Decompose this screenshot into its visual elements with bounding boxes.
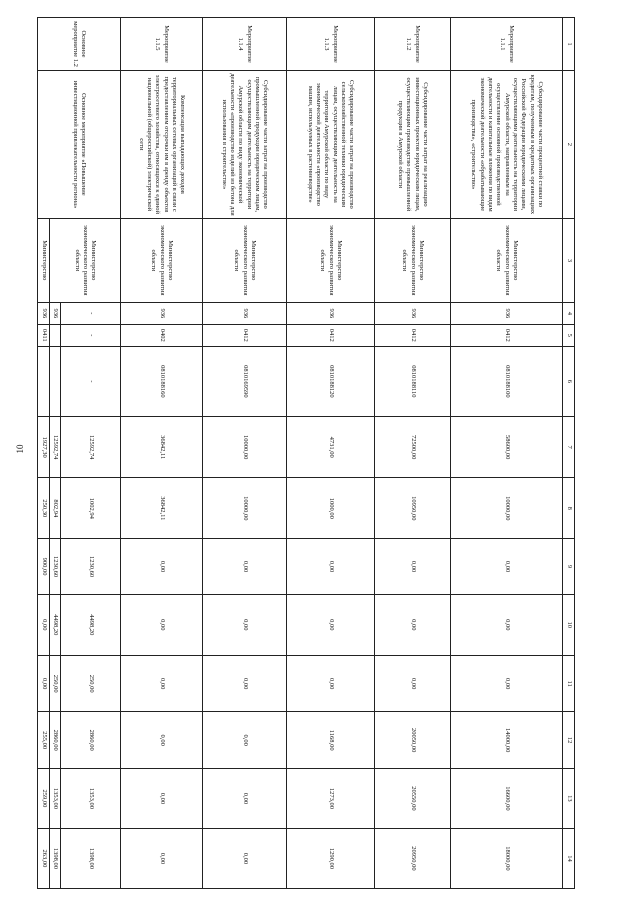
amount-total: 1927,30 (38, 417, 49, 478)
responsible-executor: Министерство экономического развития области (451, 218, 563, 302)
col-header: 9 (563, 539, 575, 594)
amount-cell: 0,00 (375, 539, 451, 594)
amount-cell: 0,00 (203, 594, 287, 655)
event-code: Мероприятие 1.1.4 (203, 18, 287, 71)
section-code (49, 324, 60, 346)
event-code: Мероприятие 1.1.2 (375, 18, 451, 71)
amount-cell: 0,00 (38, 594, 49, 655)
col-header: 2 (563, 71, 575, 219)
amount-cell: 1230,60 (49, 539, 60, 594)
event-code: Мероприятие 1.1.1 (451, 18, 563, 71)
section-code: 0412 (287, 324, 375, 346)
amount-cell: 10000,00 (451, 478, 563, 539)
grbs-code: 936 (375, 302, 451, 324)
amount-cell: 16600,00 (451, 768, 563, 828)
grbs-code: - (61, 302, 121, 324)
event-description: Основное мероприятие «Повышение инвестиционной привлекательности региона» (38, 71, 121, 219)
amount-cell: 1398,00 (61, 828, 121, 888)
target-article-code: 0810188110 (375, 346, 451, 416)
amount-cell: 1000,00 (287, 478, 375, 539)
section-code: 0412 (451, 324, 563, 346)
amount-cell: 18000,00 (451, 828, 563, 888)
amount-cell: 0,00 (375, 594, 451, 655)
event-code: Мероприятие 1.1.3 (287, 18, 375, 71)
amount-cell: 10000,00 (203, 478, 287, 539)
amount-cell: 20950,00 (375, 828, 451, 888)
amount-cell: 0,00 (451, 594, 563, 655)
amount-total: 36842,11 (121, 417, 203, 478)
budget-table (37, 17, 575, 889)
col-header: 1 (563, 18, 575, 71)
amount-cell: 20550,00 (375, 768, 451, 828)
target-article-code (49, 346, 60, 416)
amount-cell: 0,00 (203, 655, 287, 712)
responsible-executor: Министерство экономического развития области (121, 218, 203, 302)
amount-cell: 1230,60 (61, 539, 121, 594)
amount-cell: 2860,00 (61, 712, 121, 769)
grbs-code: 936 (451, 302, 563, 324)
amount-cell: 1353,00 (49, 768, 60, 828)
amount-cell: 0,00 (287, 655, 375, 712)
grbs-code: 936 (38, 302, 49, 324)
amount-cell: 1168,00 (287, 712, 375, 769)
table-row (375, 18, 451, 889)
table-row (451, 18, 563, 889)
main-event-row (61, 18, 121, 889)
amount-cell: 0,00 (451, 539, 563, 594)
grbs-code: 936 (121, 302, 203, 324)
amount-cell: 10950,00 (375, 478, 451, 539)
col-header: 6 (563, 346, 575, 416)
grbs-code: 936 (287, 302, 375, 324)
amount-cell: 255,00 (38, 712, 49, 769)
amount-cell: 0,00 (121, 768, 203, 828)
target-article-code: 0810188120 (287, 346, 375, 416)
event-description: Субсидирование части затрат на производство сельскохозяйственной техники юридическим лицам, осуществляющим деятельность на территории Амурской области по виду экономической деятельности «производство машин, используемых в растениеводстве» (287, 71, 375, 219)
amount-cell: 1002,94 (61, 478, 121, 539)
amount-total: 10000,00 (203, 417, 287, 478)
event-code: Мероприятие 1.1.5 (121, 18, 203, 71)
header-row (563, 18, 575, 889)
amount-cell: 0,00 (121, 539, 203, 594)
target-article-code: - (61, 346, 121, 416)
amount-cell: 36842,11 (121, 478, 203, 539)
target-article-code: 0810188100 (451, 346, 563, 416)
amount-cell: 0,00 (203, 768, 287, 828)
table-row (121, 18, 203, 889)
amount-total: 12592,74 (49, 417, 60, 478)
amount-cell: 0,00 (38, 655, 49, 712)
amount-cell: 20050,00 (375, 712, 451, 769)
col-header: 3 (563, 218, 575, 302)
event-code: Основное мероприятие 1.2 (38, 18, 121, 71)
amount-cell: 259,00 (38, 768, 49, 828)
amount-cell: 14000,00 (451, 712, 563, 769)
amount-total: 4731,00 (287, 417, 375, 478)
amount-cell: 0,00 (287, 594, 375, 655)
section-code: 0412 (203, 324, 287, 346)
grbs-code: 936 (49, 302, 60, 324)
section-code: 0411 (38, 324, 49, 346)
amount-cell: 263,00 (38, 828, 49, 888)
amount-cell: 250,00 (49, 655, 60, 712)
amount-cell: 0,00 (451, 655, 563, 712)
responsible-executor: Министерство экономического развития области (49, 218, 120, 302)
event-description: Субсидирование части затрат на производство промышленной продукции юридическим лицам, осуществляющим деятельность на территории Амурской области по виду экономической деятельности «производство изделий из бетона для использования в строительстве» (203, 71, 287, 219)
table-row (203, 18, 287, 889)
amount-cell: 0,00 (121, 655, 203, 712)
amount-cell: 0,00 (375, 655, 451, 712)
amount-cell: 0,00 (203, 828, 287, 888)
col-header: 13 (563, 768, 575, 828)
amount-cell: 0,00 (121, 712, 203, 769)
col-header: 5 (563, 324, 575, 346)
amount-cell: 250,00 (61, 655, 121, 712)
event-description: Компенсация выпадающих доходов территориальных сетевых организаций в связи с предоставлением отсрочки им в аренду объектов электросетевого хозяйства, относящихся к единой национальной (общероссийской) электрической сети (121, 71, 203, 219)
amount-cell: 0,00 (287, 539, 375, 594)
amount-cell: 802,94 (49, 478, 60, 539)
amount-cell: 0,00 (121, 594, 203, 655)
section-code: - (61, 324, 121, 346)
responsible-executor: Министерство (38, 218, 49, 302)
section-code: 0402 (121, 324, 203, 346)
amount-cell: 0,00 (121, 828, 203, 888)
target-article-code: 0810188160 (121, 346, 203, 416)
col-header: 4 (563, 302, 575, 324)
amount-cell: 4498,20 (49, 594, 60, 655)
target-article-code: 0810169590 (203, 346, 287, 416)
col-header: 8 (563, 478, 575, 539)
col-header: 7 (563, 417, 575, 478)
table-row (287, 18, 375, 889)
col-header: 11 (563, 655, 575, 712)
event-description: Субсидирование части затрат на реализацию инвестиционных проектов юридическим лицам, осуществляющим производство промышленной продукции в Амурской области (375, 71, 451, 219)
responsible-executor: Министерство экономического развития области (203, 218, 287, 302)
responsible-executor: Министерство экономического развития области (287, 218, 375, 302)
amount-cell: 900,00 (38, 539, 49, 594)
amount-cell: 2860,00 (49, 712, 60, 769)
amount-total: 12592,74 (61, 417, 121, 478)
amount-cell: 0,00 (203, 712, 287, 769)
amount-cell: 1353,00 (61, 768, 121, 828)
event-description: Субсидирование части процентной ставки по кредитам, полученным в кредитных организациях Российской Федерации юридическими лицами, осуществляющими деятельность на территории Амурской области, направленным на осуществление основной производственной деятельности и капитальные вложения по видам экономической деятельности «обрабатывающие производства», «строительство» (451, 71, 563, 219)
budget-table-rotated (39, 17, 575, 889)
responsible-executor: Министерство экономического развития области (375, 218, 451, 302)
amount-cell: 250,30 (38, 478, 49, 539)
target-article-code (38, 346, 49, 416)
amount-cell: 1398,00 (49, 828, 60, 888)
col-header: 12 (563, 712, 575, 769)
col-header: 14 (563, 828, 575, 888)
grbs-code: 936 (203, 302, 287, 324)
section-code: 0412 (375, 324, 451, 346)
col-header: 10 (563, 594, 575, 655)
amount-total: 58600,00 (451, 417, 563, 478)
amount-cell: 0,00 (203, 539, 287, 594)
amount-cell: 4498,20 (61, 594, 121, 655)
amount-cell: 1273,00 (287, 768, 375, 828)
amount-total: 72500,00 (375, 417, 451, 478)
amount-cell: 1290,00 (287, 828, 375, 888)
page-number: 10 (15, 444, 25, 454)
